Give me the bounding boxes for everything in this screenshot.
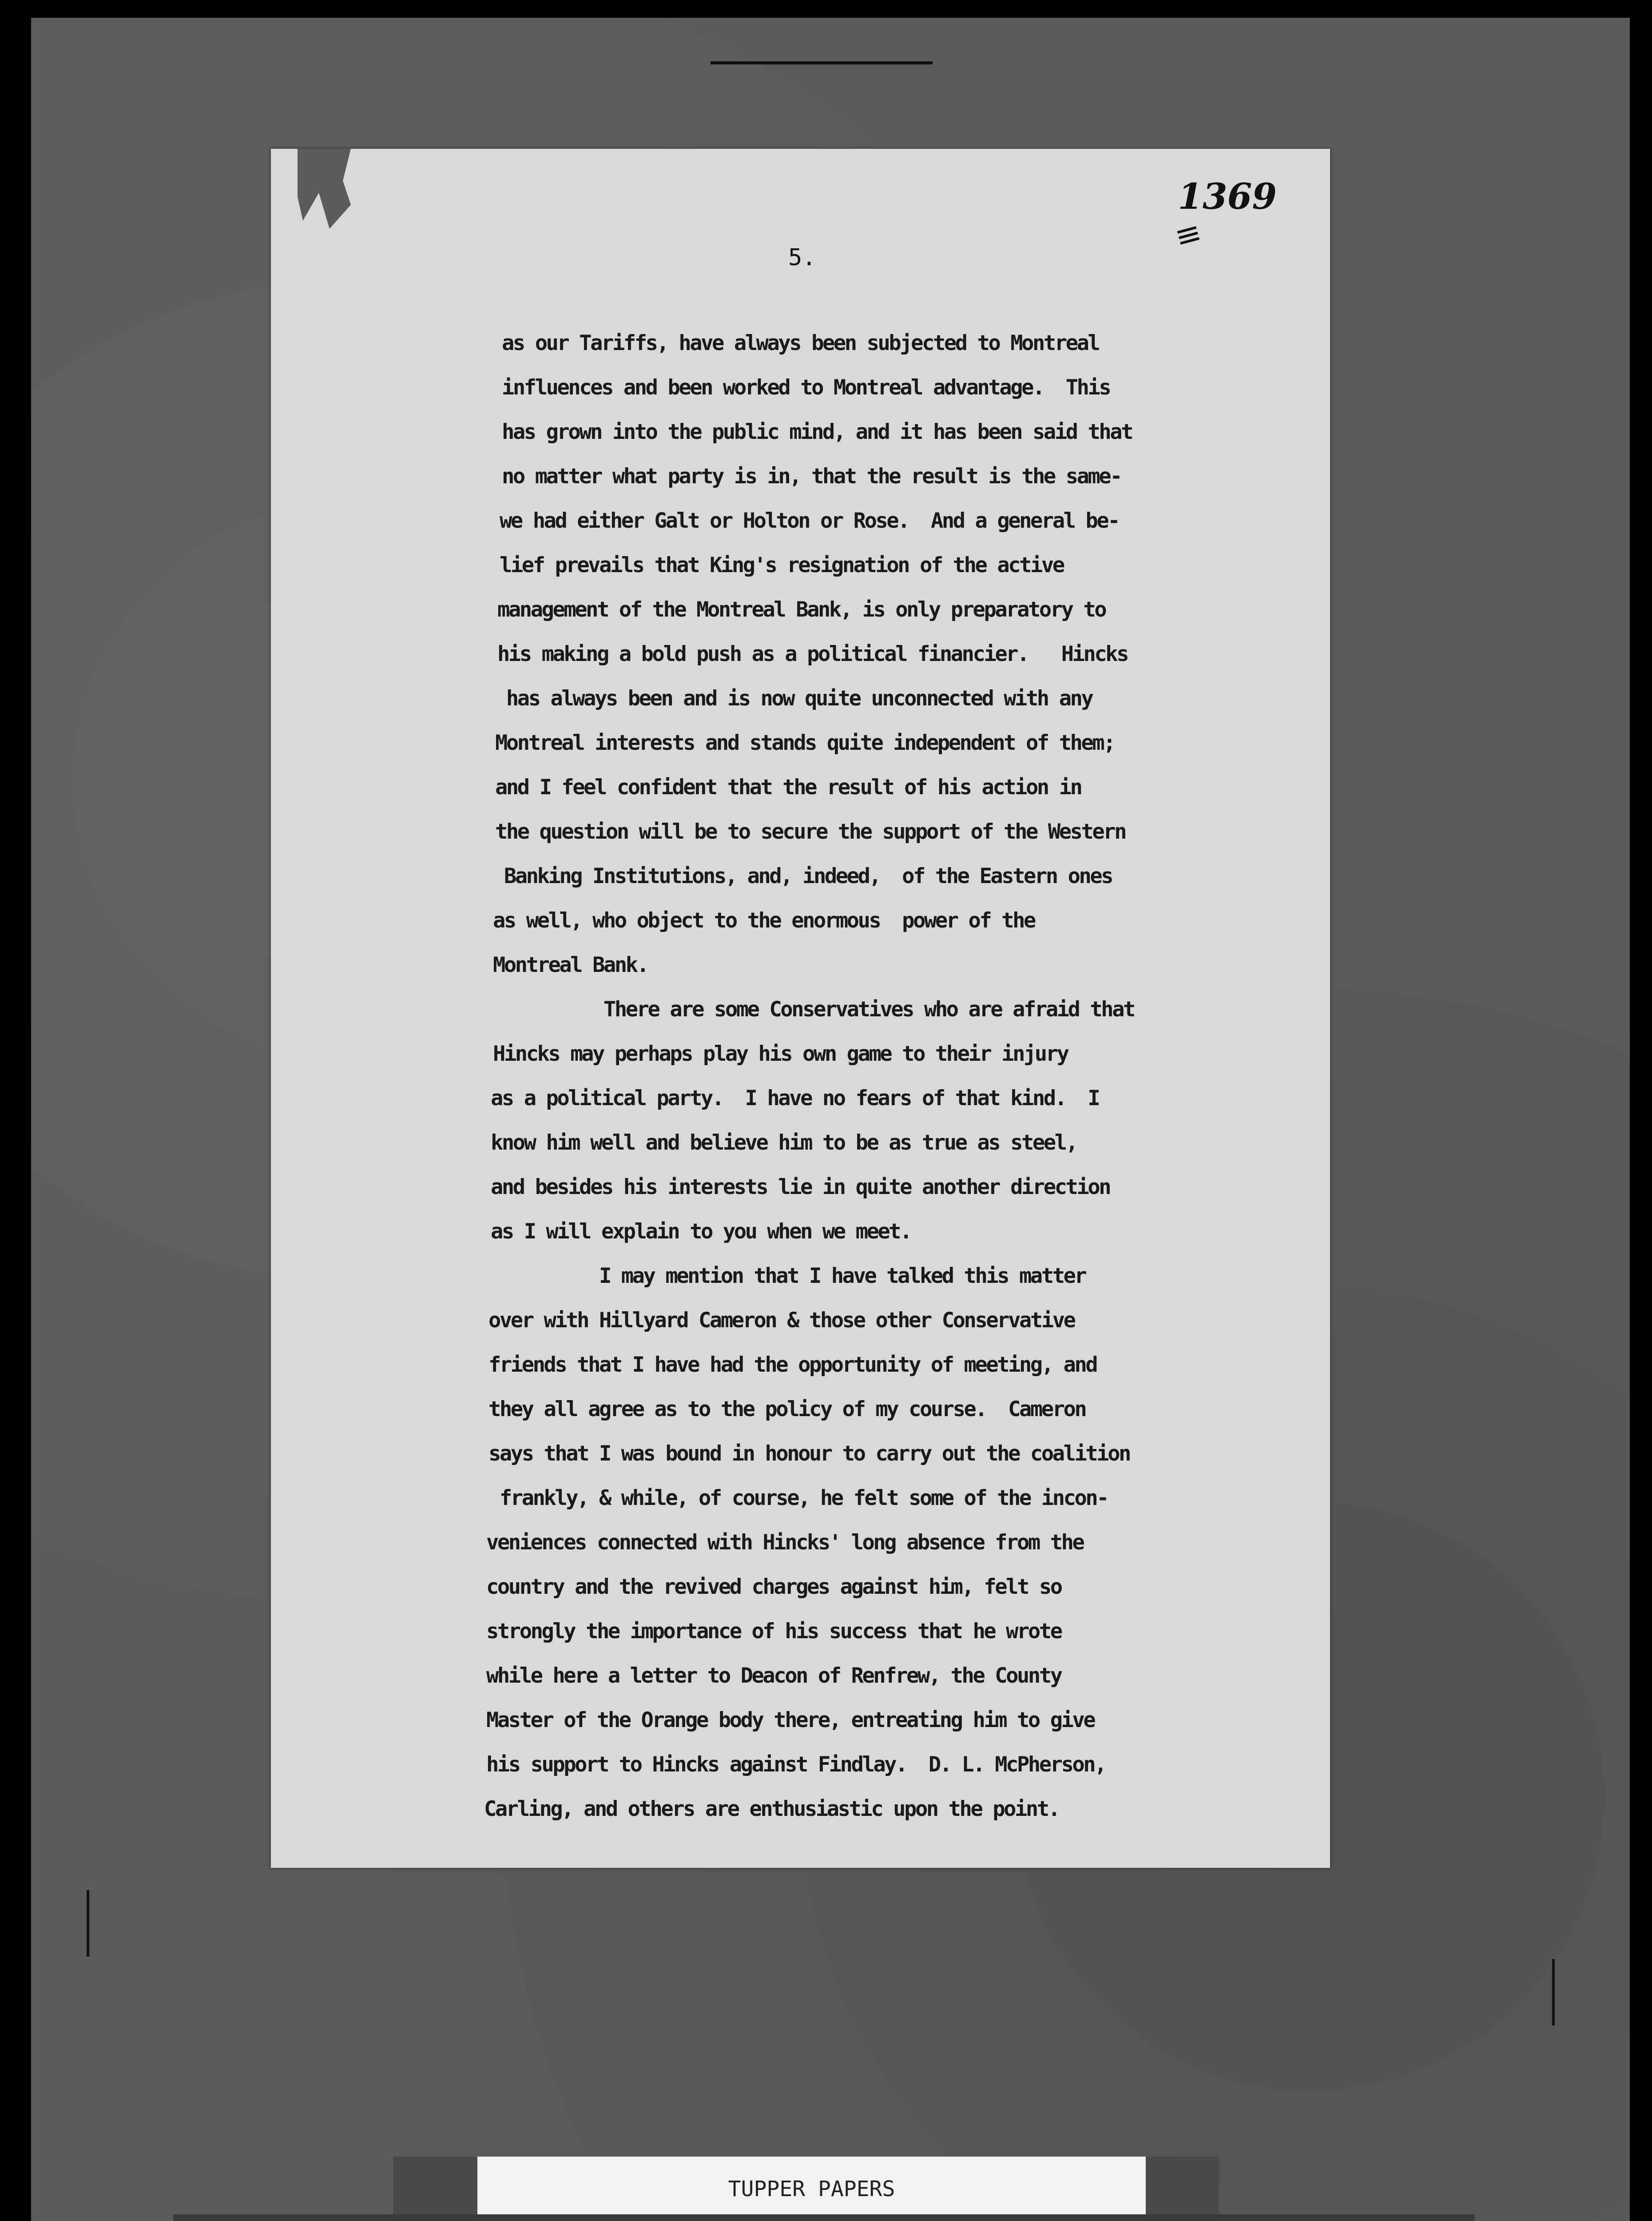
archive-card-shadow	[173, 2214, 1474, 2221]
text-line: has always been and is now quite unconnected with any	[495, 686, 1092, 711]
text-line: and besides his interests lie in quite another direction	[491, 1175, 1110, 1199]
text-line: his making a bold push as a political financier. Hincks	[497, 642, 1128, 666]
text-line: has grown into the public mind, and it has been said that	[502, 420, 1132, 444]
text-line: as a political party. I have no fears of that kind. I	[491, 1086, 1099, 1110]
text-line: Master of the Orange body there, entreating him to give	[486, 1708, 1095, 1732]
collection-name: TUPPER PAPERS	[728, 2177, 895, 2201]
text-line: Hincks may perhaps play his own game to their injury	[493, 1042, 1068, 1066]
text-line: says that I was bound in honour to carry out the coalition	[488, 1441, 1130, 1466]
text-line: lief prevails that King's resignation of the active	[500, 553, 1064, 577]
text-line: over with Hillyard Cameron & those other Conservative	[488, 1308, 1075, 1333]
text-line: his support to Hincks against Findlay. D. L. McPherson,	[486, 1752, 1106, 1777]
text-line: frankly, & while, of course, he felt some of the incon-	[488, 1486, 1108, 1510]
torn-corner	[298, 149, 351, 229]
text-line: Montreal Bank.	[493, 953, 648, 977]
text-line: while here a letter to Deacon of Renfrew, the County	[486, 1664, 1061, 1688]
text-line: as well, who object to the enormous power of the	[493, 908, 1035, 933]
text-line: no matter what party is in, that the result is the same-	[502, 464, 1121, 489]
text-line: as our Tariffs, have always been subjected to Montreal	[502, 331, 1099, 355]
text-line: There are some Conservatives who are afraid that	[493, 997, 1134, 1022]
folio-scribble-mark: ≡	[1171, 213, 1206, 256]
top-rule	[711, 61, 933, 64]
text-line: Carling, and others are enthusiastic upon the point.	[484, 1797, 1059, 1821]
text-line: know him well and believe him to be as true as steel,	[491, 1130, 1077, 1155]
text-line: strongly the importance of his success that he wrote	[486, 1619, 1061, 1644]
page-number: 5.	[788, 244, 816, 271]
text-line: friends that I have had the opportunity of meeting, and	[488, 1353, 1097, 1377]
text-line: as I will explain to you when we meet.	[491, 1219, 911, 1244]
text-line: the question will be to secure the support of the Western	[495, 820, 1126, 844]
left-margin-mark	[87, 1890, 89, 1957]
text-line: Banking Institutions, and, indeed, of the Eastern ones	[493, 864, 1112, 888]
text-line: we had either Galt or Holton or Rose. And a general be-	[500, 509, 1119, 533]
folio-number: 1369	[1178, 175, 1277, 217]
text-line: Montreal interests and stands quite independent of them;	[495, 731, 1115, 755]
document-page	[271, 149, 1330, 1868]
text-line: veniences connected with Hincks' long absence from the	[486, 1530, 1084, 1555]
text-line: country and the revived charges against him, felt so	[486, 1575, 1061, 1599]
text-line: and I feel confident that the result of his action in	[495, 775, 1081, 800]
text-line: influences and been worked to Montreal advantage. This	[502, 375, 1110, 400]
text-line: management of the Montreal Bank, is only preparatory to	[497, 597, 1106, 622]
text-line: I may mention that I have talked this matter	[488, 1264, 1086, 1288]
text-line: they all agree as to the policy of my course. Cameron	[488, 1397, 1086, 1421]
collection-label	[477, 2157, 1146, 2221]
right-margin-mark	[1552, 1959, 1555, 2026]
